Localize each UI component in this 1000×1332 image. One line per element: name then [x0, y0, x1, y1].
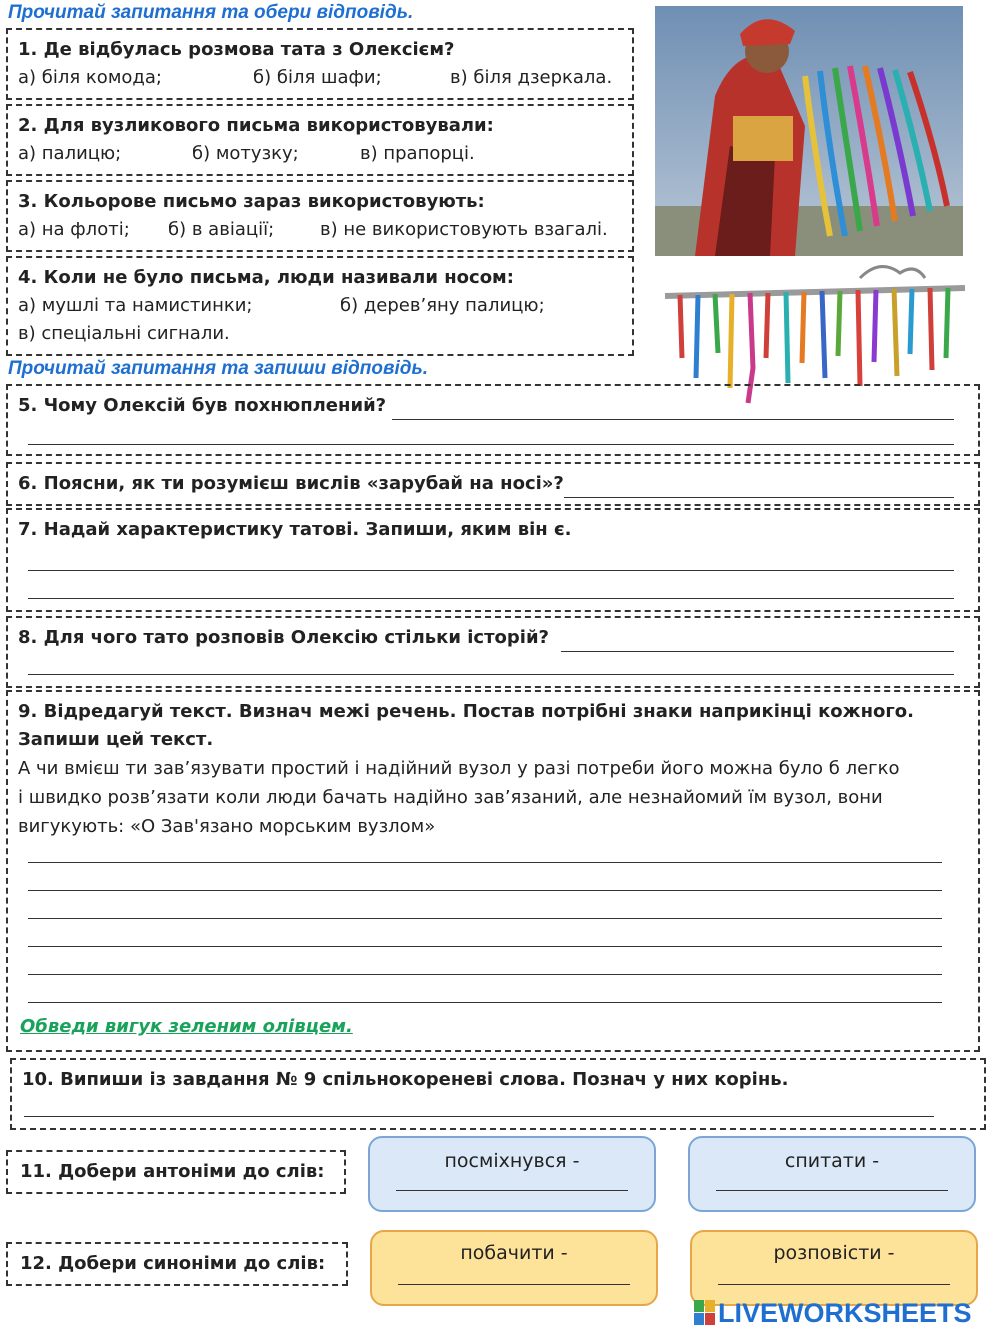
answer-line-8a[interactable]	[561, 631, 954, 652]
question-10-text: 10. Випиши із завдання № 9 спільнокореневі слова. Познач у них корінь.	[22, 1069, 789, 1090]
liveworksheets-logo-icon	[694, 1300, 716, 1326]
antonym-answer-2[interactable]	[716, 1190, 948, 1191]
answer-line-7a[interactable]	[28, 570, 954, 571]
liveworksheets-wordmark: LIVEWORKSHEETS	[718, 1297, 972, 1328]
answer-line-7b[interactable]	[28, 598, 954, 599]
antonym-word-2: спитати -	[784, 1150, 880, 1172]
answer-line-6[interactable]	[564, 477, 954, 498]
quipu-photo	[655, 6, 963, 256]
liveworksheets-brand	[694, 1298, 994, 1328]
question-5-text: 5. Чому Олексій був похнюплений?	[18, 395, 387, 416]
synonym-word-2: розповісти -	[773, 1242, 895, 1264]
question-4-text: 4. Коли не було письма, люди називали носом:	[18, 267, 514, 288]
q1-option-b[interactable]: б) біля шафи;	[253, 67, 382, 88]
task-11-label-box	[6, 1150, 346, 1194]
question-10-box	[10, 1058, 986, 1130]
question-9-title-2: Запиши цей текст.	[18, 729, 214, 750]
q2-option-b[interactable]: б) мотузку;	[192, 143, 299, 164]
task-11-label: 11. Добери антоніми до слів:	[20, 1161, 325, 1182]
question-7-text: 7. Надай характеристику татові. Запиши, яким він є.	[18, 519, 572, 540]
question-2-box	[6, 104, 634, 176]
q2-option-a[interactable]: а) палицю;	[18, 143, 122, 164]
question-6-text: 6. Поясни, як ти розумієш вислів «зарубай на носі»?	[18, 473, 564, 494]
antonym-answer-1[interactable]	[396, 1190, 628, 1191]
question-1-box	[6, 28, 634, 100]
q3-option-b[interactable]: б) в авіації;	[168, 219, 275, 240]
question-8-box	[6, 616, 980, 688]
q4-option-b[interactable]: б) дерев’яну палицю;	[340, 295, 545, 316]
synonym-answer-2[interactable]	[718, 1284, 950, 1285]
q4-option-c[interactable]: в) спеціальні сигнали.	[18, 323, 230, 344]
question-1-text: 1. Де відбулась розмова тата з Олексієм?	[18, 39, 455, 60]
answer-line-9d[interactable]	[28, 946, 942, 947]
antonym-word-1: посміхнувся -	[444, 1150, 580, 1172]
answer-line-5a[interactable]	[392, 399, 954, 420]
question-9-text-2: і швидко розв’язати коли люди бачать надійно зав’язаний, але незнайомий їм вузол, вони	[18, 787, 883, 808]
question-9-title-1: 9. Відредагуй текст. Визнач межі речень. Постав потрібні знаки наприкінці кожного.	[18, 701, 914, 722]
q2-option-c[interactable]: в) прапорці.	[360, 143, 475, 164]
synonym-word-1: побачити -	[460, 1242, 568, 1264]
question-5-box	[6, 384, 980, 456]
section-heading-write: Прочитай запитання та запиши відповідь.	[8, 358, 429, 379]
synonym-card-1	[370, 1230, 658, 1306]
q1-option-a[interactable]: а) біля комода;	[18, 67, 162, 88]
synonym-answer-1[interactable]	[398, 1284, 630, 1285]
question-3-text: 3. Кольорове письмо зараз використовують:	[18, 191, 485, 212]
task-12-label-box	[6, 1242, 348, 1286]
answer-line-5b[interactable]	[28, 444, 954, 445]
question-3-box	[6, 180, 634, 252]
antonym-card-2	[688, 1136, 976, 1212]
question-7-box	[6, 508, 980, 612]
question-9-box	[6, 690, 980, 1052]
answer-line-10[interactable]	[24, 1116, 934, 1117]
q3-option-a[interactable]: а) на флоті;	[18, 219, 130, 240]
antonym-card-1	[368, 1136, 656, 1212]
q3-option-c[interactable]: в) не використовують взагалі.	[320, 219, 608, 240]
synonym-card-2	[690, 1230, 978, 1306]
question-9-text-1: А чи вмієш ти зав’язувати простий і надійний вузол у разі потреби його можна було б легко	[18, 758, 900, 779]
question-6-box	[6, 462, 980, 506]
answer-line-9e[interactable]	[28, 974, 942, 975]
q1-option-c[interactable]: в) біля дзеркала.	[450, 67, 613, 88]
answer-line-9b[interactable]	[28, 890, 942, 891]
answer-line-9c[interactable]	[28, 918, 942, 919]
question-4-box	[6, 256, 634, 356]
q4-option-a[interactable]: а) мушлі та намистинки;	[18, 295, 253, 316]
answer-line-8b[interactable]	[28, 674, 954, 675]
question-2-text: 2. Для вузликового письма використовували:	[18, 115, 494, 136]
question-8-text: 8. Для чого тато розповів Олексію стільки історій?	[18, 627, 549, 648]
answer-line-9a[interactable]	[28, 862, 942, 863]
section-heading-choose: Прочитай запитання та обери відповідь.	[8, 2, 414, 23]
question-9-text-3: вигукують: «О Зав'язано морським вузлом»	[18, 816, 436, 837]
green-pencil-note: Обведи вигук зеленим олівцем.	[20, 1016, 353, 1037]
answer-line-9f[interactable]	[28, 1002, 942, 1003]
task-12-label: 12. Добери синоніми до слів:	[20, 1253, 326, 1274]
